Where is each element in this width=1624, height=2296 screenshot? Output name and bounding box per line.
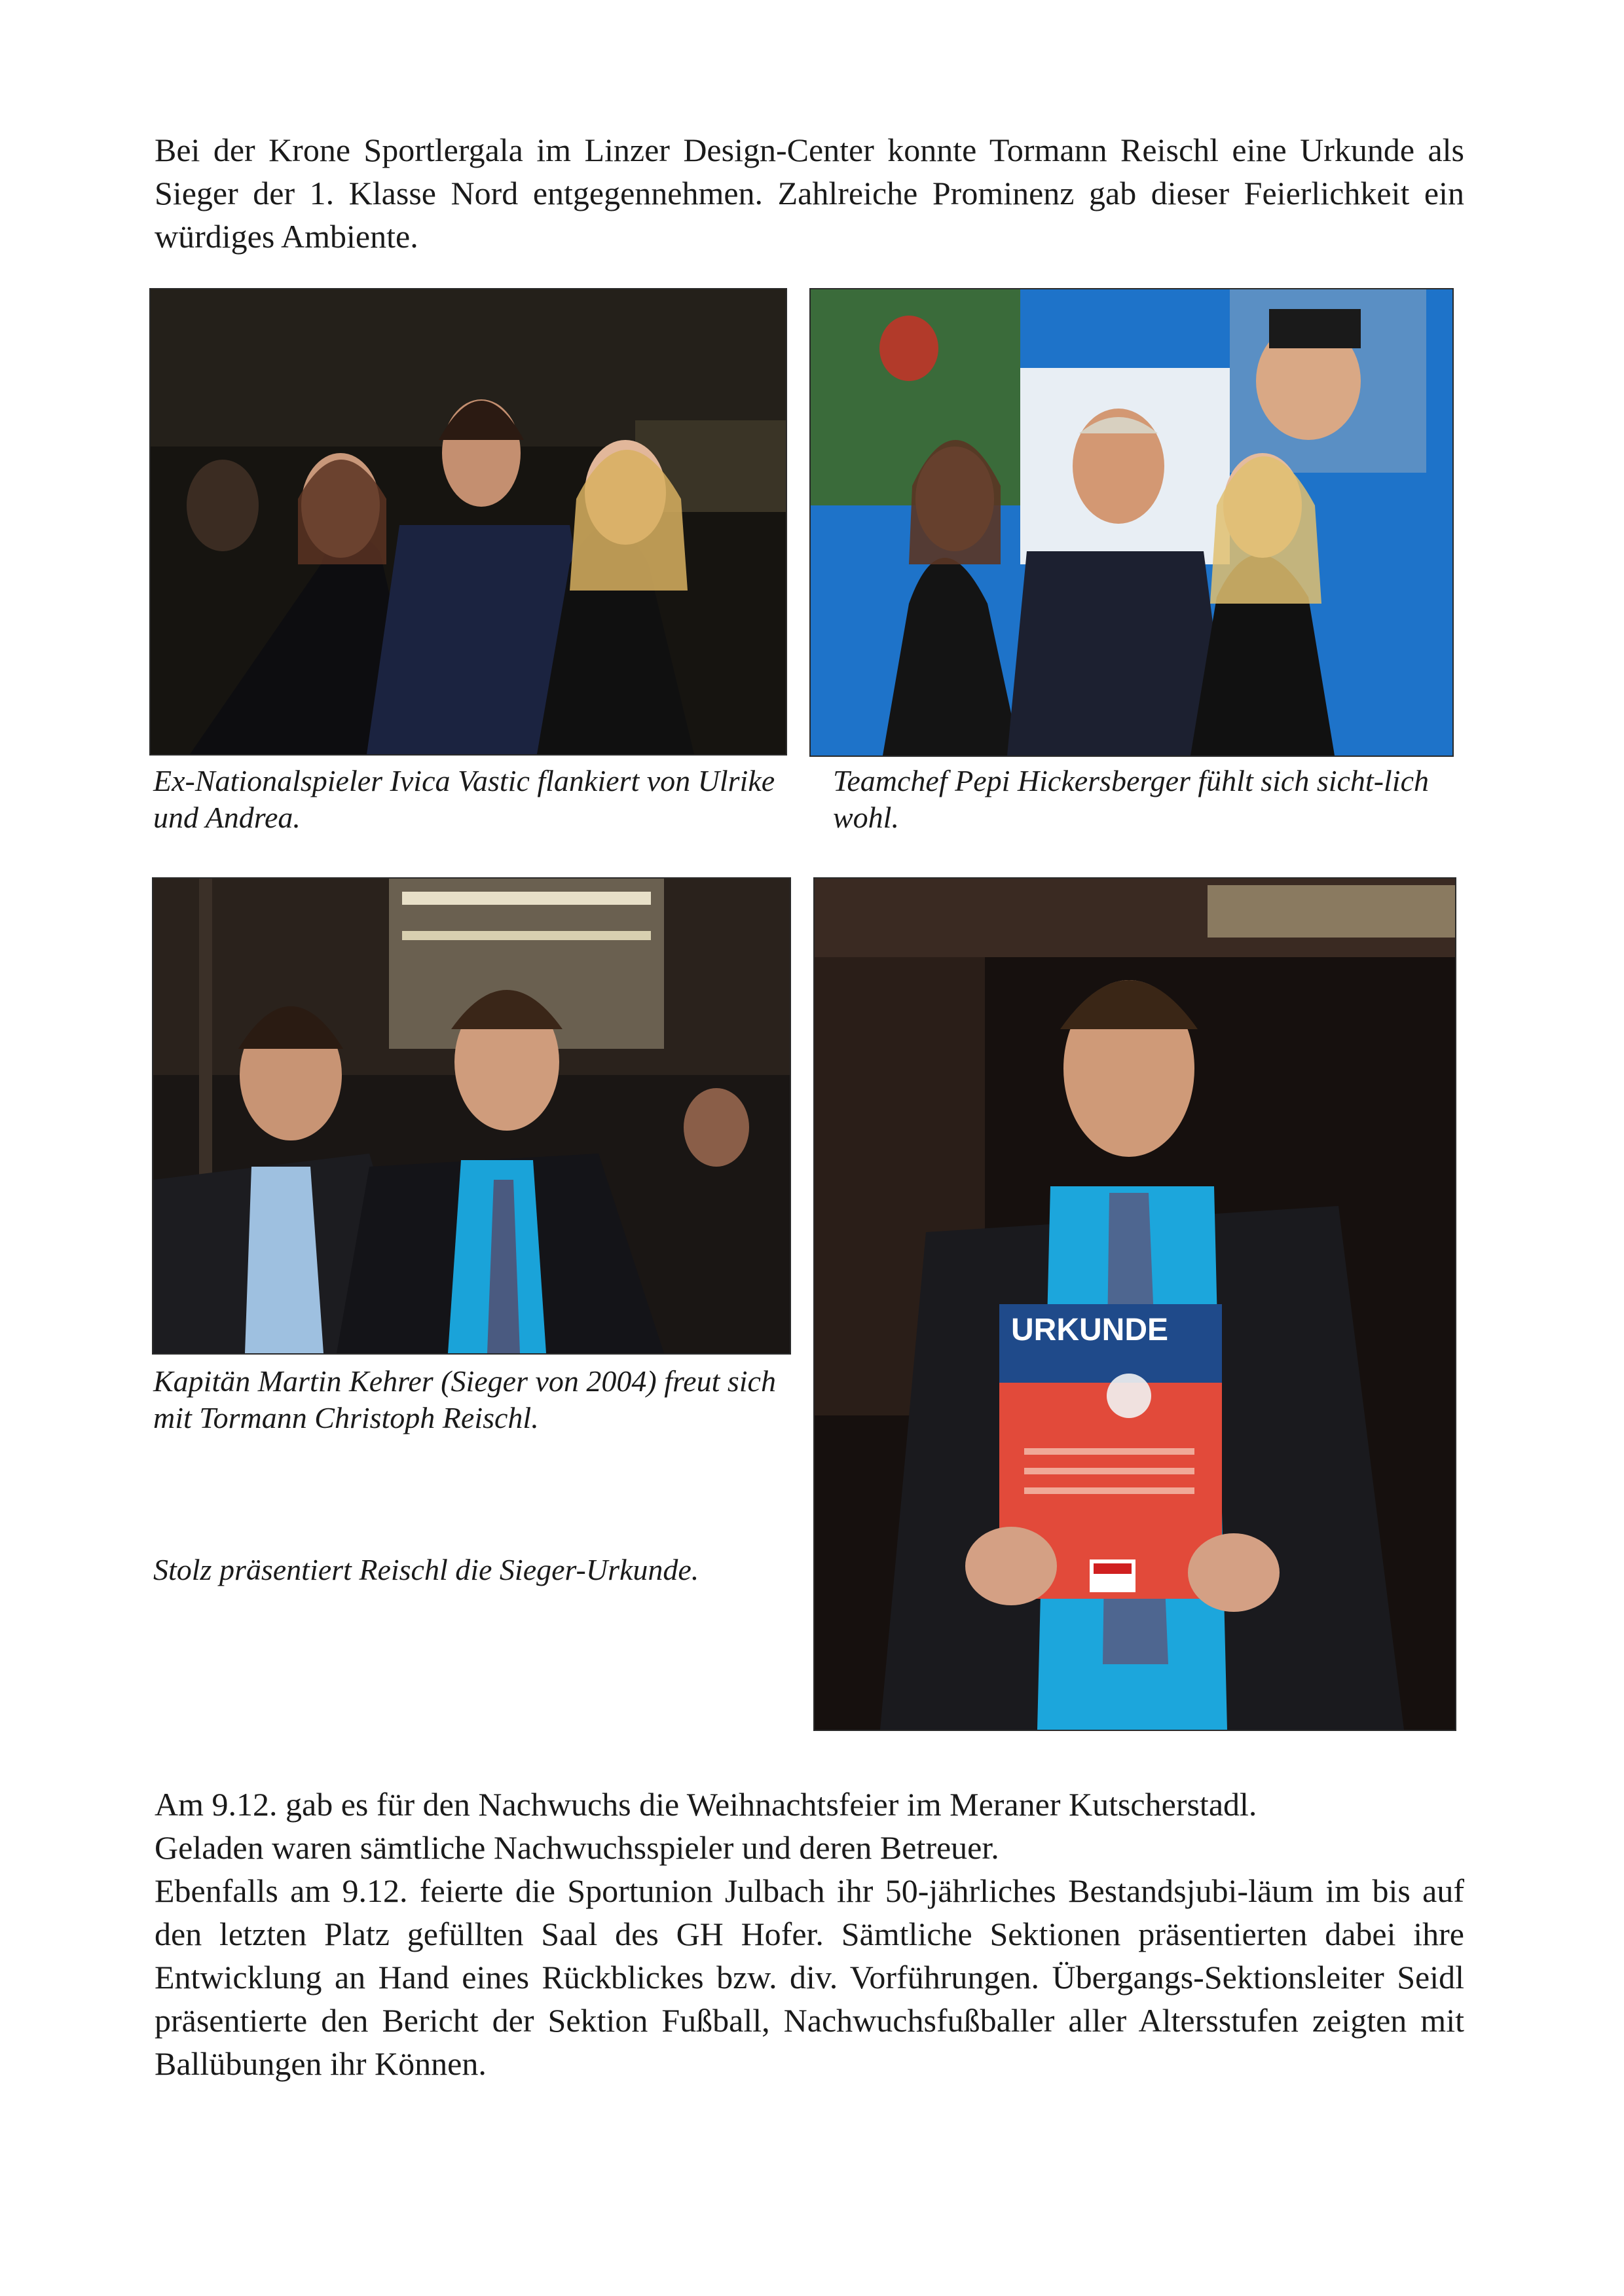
intro-paragraph: Bei der Krone Sportlergala im Linzer Design-Center konnte Tormann Reischl eine Urkunde als Sieger der 1. Klasse Nord entgegennehmen. Zahlreiche Prominenz gab dieser Feierlichkeit ein würdiges Ambiente. bbox=[155, 132, 1464, 255]
caption-hickersberger: Teamchef Pepi Hickersberger fühlt sich sicht-lich wohl. bbox=[833, 764, 1430, 834]
caption-urkunde: Stolz präsentiert Reischl die Sieger-Urkunde. bbox=[153, 1553, 699, 1586]
photo-urkunde bbox=[813, 877, 1456, 1731]
caption-vastic: Ex-Nationalspieler Ivica Vastic flankiert von Ulrike und Andrea. bbox=[153, 764, 775, 834]
photo-vastic bbox=[149, 288, 787, 756]
outro-line-2: Geladen waren sämtliche Nachwuchsspieler und deren Betreuer. bbox=[155, 1829, 999, 1866]
outro-line-1: Am 9.12. gab es für den Nachwuchs die Weihnachtsfeier im Meraner Kutscherstadl. bbox=[155, 1786, 1257, 1823]
photo-hickersberger bbox=[809, 288, 1454, 757]
certificate-title: URKUNDE bbox=[1011, 1313, 1168, 1347]
photo-kehrer bbox=[152, 877, 791, 1355]
caption-kehrer: Kapitän Martin Kehrer (Sieger von 2004) freut sich mit Tormann Christoph Reischl. bbox=[153, 1364, 776, 1434]
outro-paragraph: Ebenfalls am 9.12. feierte die Sportunion Julbach ihr 50-jährliches Bestandsjubi-läum im bis auf den letzten Platz gefüllten Saal des GH Hofer. Sämtliche Sektionen präsentierten dabei ihre Entwicklung an Hand eines Rückblickes bzw. div. Vorführungen. Übergangs-Sektionsleiter Seidl präsentierte den Bericht der Sektion Fußball, Nachwuchsfußballer aller Altersstufen zeigten mit Ballübungen ihr Können. bbox=[155, 1872, 1464, 2082]
